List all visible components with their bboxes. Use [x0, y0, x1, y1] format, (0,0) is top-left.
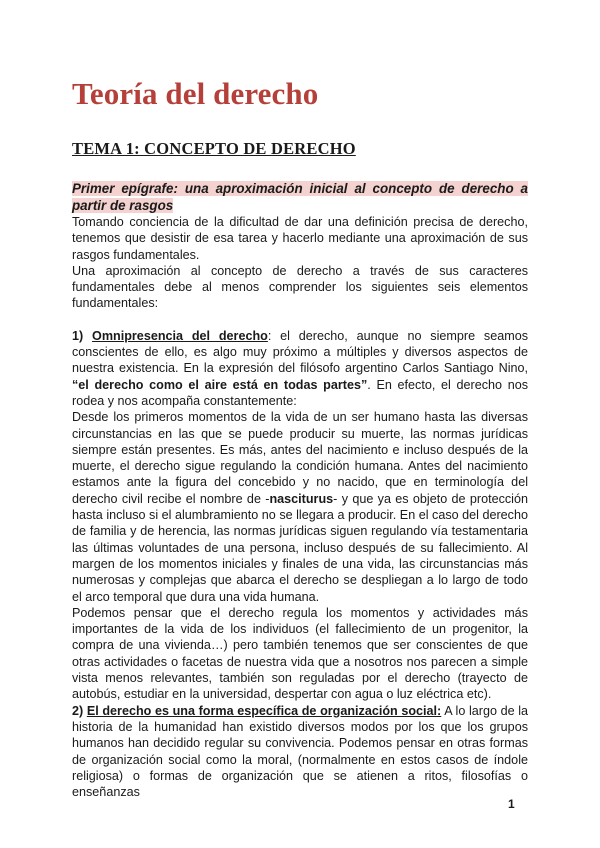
paragraph-gap	[72, 312, 528, 328]
document-title: Teoría del derecho	[72, 76, 319, 111]
item-2-text: A lo largo de la historia de la humanidad han existido diversos modos por los que los grupos humanos han decidido regular su convivencia. Podemos pensar en otras formas de organización social como la moral, (normalmente en estos casos de índole religiosa) o formas de organización que se atienen a ritos, filosofías o enseñanzas	[72, 703, 528, 800]
item-2-heading: El derecho es una forma específica de organización social:	[86, 703, 442, 718]
subsection-heading	[72, 180, 528, 214]
item-1-paragraph	[72, 328, 528, 409]
highlighted-heading-text: Primer epígrafe: una aproximación inicial al concepto de derecho a partir de rasgos	[72, 181, 528, 213]
item-1-paragraph-3: Podemos pensar que el derecho regula los momentos y actividades más importantes de la vida de los individuos (el fallecimiento de un progenitor, la compra de una vivienda…) pero también tenemos que ser conscientes de que otras actividades o facetas de nuestra vida que a nosotros nos parecen a simple vista menos relevantes, también son reguladas por el derecho (trayecto de autobús, estudiar en la universidad, despertar con agua o luz eléctrica etc).	[72, 605, 528, 702]
item-1-text-b: . En efecto, el derecho nos rodea y nos acompaña constantemente:	[72, 377, 529, 408]
item-1-quote: “el derecho como el aire está en todas partes”	[72, 377, 368, 392]
item-2-number: 2)	[72, 703, 84, 718]
intro-paragraph-2: Una aproximación al concepto de derecho a través de sus caracteres fundamentales debe al menos comprender los siguientes seis elementos fundamentales:	[72, 263, 528, 311]
item-1-number: 1)	[72, 328, 84, 343]
document-body	[72, 180, 528, 800]
item-1-para2-a: Desde los primeros momentos de la vida de un ser humano hasta las diversas circunstancias en las que se puede producir su muerte, las normas jurídicas siempre están presentes. Es más, antes del nacimiento e incluso después de la muerte, el derecho sigue regulando la condición humana. Antes del nacimiento estamos ante la figura del concebido y no nacido, que en terminología del derecho civil recibe el nombre de -	[72, 410, 528, 506]
item-1-para2-b: - y que ya es objeto de protección hasta incluso si el alumbramiento no se llegara a producir. En el caso del derecho de familia y de herencia, las normas jurídicas siguen regulando vía testamentaria las últimas voluntades de una persona, incluso después de su fallecimiento. Al margen de los momentos iniciales y finales de una vida, las circunstancias más numerosas y complejas que abarca el derecho se despliegan a lo largo de todo el arco temporal que dura una vida humana.	[72, 491, 528, 604]
item-1-text-a: : el derecho, aunque no siempre seamos conscientes de ello, es algo muy próximo a múltiples y diversos aspectos de nuestra existencia. En la expresión del filósofo argentino Carlos Santiago Nino,	[72, 328, 529, 376]
page-number: 1	[508, 797, 515, 811]
nasciturus-term: nasciturus	[269, 491, 334, 506]
section-heading: TEMA 1: CONCEPTO DE DERECHO	[72, 139, 356, 158]
item-1-heading: Omnipresencia del derecho	[92, 328, 268, 343]
item-2-paragraph	[72, 703, 528, 801]
intro-paragraph-1: Tomando conciencia de la dificultad de dar una definición precisa de derecho, tenemos que desistir de esa tarea y hacerlo mediante una aproximación de sus rasgos fundamentales.	[72, 215, 528, 262]
item-1-paragraph-2	[72, 409, 528, 605]
